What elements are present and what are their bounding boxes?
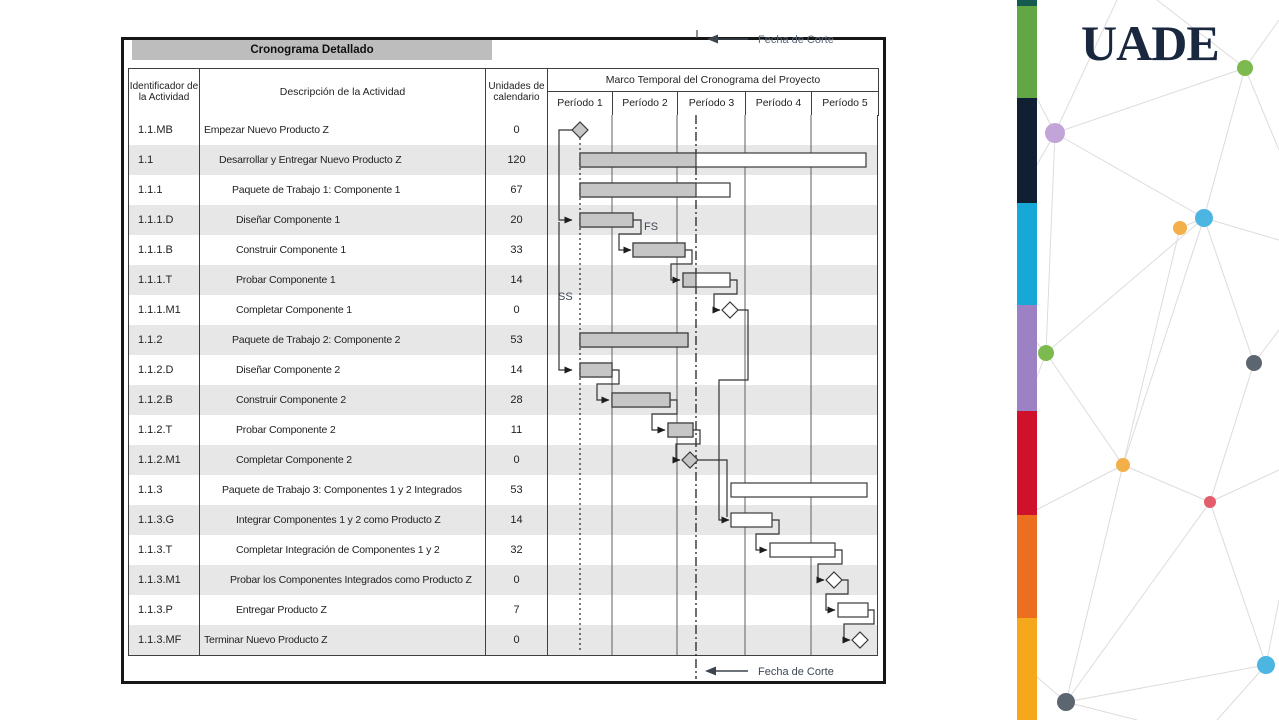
activity-chart-cell: [548, 415, 877, 445]
activity-chart-cell: [548, 265, 877, 295]
activity-units: 53: [486, 475, 548, 505]
activity-id: 1.1.2.D: [129, 355, 200, 385]
activity-units: 20: [486, 205, 548, 235]
uade-logo: UADE: [1081, 15, 1219, 71]
activity-chart-cell: [548, 625, 877, 655]
node-cyan: [1257, 656, 1275, 674]
network-graphic: [1017, 0, 1279, 720]
activity-units: 28: [486, 385, 548, 415]
activity-desc: Terminar Nuevo Producto Z: [200, 625, 486, 655]
activity-desc: Paquete de Trabajo 3: Componentes 1 y 2 Integrados: [200, 475, 486, 505]
col-header-period-3: Período 3: [677, 91, 746, 116]
ss-label: SS: [558, 291, 573, 303]
node-amber: [1173, 221, 1187, 235]
table-row: [129, 295, 877, 325]
stripe-green: [1017, 6, 1037, 98]
table-row: [129, 595, 877, 625]
activity-desc: Completar Componente 2: [200, 445, 486, 475]
table-row: [129, 535, 877, 565]
table-row: [129, 625, 877, 655]
activity-units: 11: [486, 415, 548, 445]
activity-desc: Completar Componente 1: [200, 295, 486, 325]
brand-color-stripe: [1017, 0, 1037, 720]
table-row: [129, 145, 877, 175]
table-row: [129, 115, 877, 145]
activity-units: 0: [486, 565, 548, 595]
table-row: [129, 565, 877, 595]
activity-table: [128, 115, 878, 656]
activity-id: 1.1.1: [129, 175, 200, 205]
activity-units: 33: [486, 235, 548, 265]
activity-id: 1.1.2: [129, 325, 200, 355]
table-row: [129, 445, 877, 475]
table-row: [129, 325, 877, 355]
node-amber: [1116, 458, 1130, 472]
activity-id: 1.1.3.MF: [129, 625, 200, 655]
activity-id: 1.1.3.M1: [129, 565, 200, 595]
activity-units: 0: [486, 445, 548, 475]
activity-desc: Paquete de Trabajo 2: Componente 2: [200, 325, 486, 355]
activity-units: 32: [486, 535, 548, 565]
stripe-red: [1017, 411, 1037, 515]
table-row: [129, 505, 877, 535]
activity-desc: Probar Componente 2: [200, 415, 486, 445]
activity-desc: Empezar Nuevo Producto Z: [200, 115, 486, 145]
col-header-desc: Descripción de la Actividad: [199, 68, 486, 116]
activity-id: 1.1.3.P: [129, 595, 200, 625]
activity-units: 7: [486, 595, 548, 625]
activity-id: 1.1.2.T: [129, 415, 200, 445]
activity-chart-cell: [548, 235, 877, 265]
activity-desc: Probar los Componentes Integrados como Producto Z: [200, 565, 486, 595]
col-header-period-5: Período 5: [811, 91, 879, 116]
activity-id: 1.1.3.T: [129, 535, 200, 565]
activity-chart-cell: [548, 595, 877, 625]
stripe-navy: [1017, 98, 1037, 203]
col-header-id: Identificador de la Actividad: [128, 68, 200, 116]
svg-text:Fecha de Corte: Fecha de Corte: [758, 666, 834, 678]
brand-panel: [1017, 0, 1279, 720]
network-nodes: [1038, 60, 1275, 711]
activity-chart-cell: [548, 145, 877, 175]
table-row: [129, 175, 877, 205]
activity-chart-cell: [548, 475, 877, 505]
activity-id: 1.1.1.B: [129, 235, 200, 265]
activity-units: 14: [486, 265, 548, 295]
activity-chart-cell: [548, 565, 877, 595]
node-cyan: [1195, 209, 1213, 227]
activity-desc: Construir Componente 2: [200, 385, 486, 415]
stripe-cyan: [1017, 203, 1037, 305]
table-row: [129, 265, 877, 295]
activity-chart-cell: [548, 535, 877, 565]
node-red: [1204, 496, 1216, 508]
col-header-units: Unidades de calendario: [485, 68, 548, 116]
activity-chart-cell: [548, 175, 877, 205]
activity-id: 1.1: [129, 145, 200, 175]
svg-text:Fecha de Corte: Fecha de Corte: [758, 34, 834, 46]
gantt-chart: [120, 30, 888, 690]
activity-units: 53: [486, 325, 548, 355]
activity-desc: Desarrollar y Entregar Nuevo Producto Z: [200, 145, 486, 175]
activity-units: 14: [486, 355, 548, 385]
activity-desc: Probar Componente 1: [200, 265, 486, 295]
activity-id: 1.1.2.B: [129, 385, 200, 415]
activity-chart-cell: [548, 445, 877, 475]
table-row: [129, 415, 877, 445]
activity-desc: Diseñar Componente 1: [200, 205, 486, 235]
activity-desc: Integrar Componentes 1 y 2 como Producto Z: [200, 505, 486, 535]
activity-chart-cell: [548, 355, 877, 385]
table-row: [129, 205, 877, 235]
fs-label: FS: [644, 221, 659, 233]
activity-desc: Diseñar Componente 2: [200, 355, 486, 385]
col-header-period-1: Período 1: [547, 91, 613, 116]
table-row: [129, 355, 877, 385]
node-green: [1038, 345, 1054, 361]
activity-units: 120: [486, 145, 548, 175]
stripe-teal: [1017, 0, 1037, 6]
node-green: [1237, 60, 1253, 76]
activity-id: 1.1.3.G: [129, 505, 200, 535]
col-header-period-4: Período 4: [745, 91, 812, 116]
network-edges: [1017, 0, 1279, 720]
chart-title: Cronograma Detallado: [132, 40, 492, 60]
table-row: [129, 235, 877, 265]
activity-units: 0: [486, 295, 548, 325]
activity-desc: Completar Integración de Componentes 1 y 2: [200, 535, 486, 565]
node-slate: [1246, 355, 1262, 371]
activity-chart-cell: [548, 385, 877, 415]
activity-id: 1.1.2.M1: [129, 445, 200, 475]
activity-chart-cell: [548, 325, 877, 355]
table-row: [129, 475, 877, 505]
activity-chart-cell: [548, 295, 877, 325]
activity-chart-cell: [548, 205, 877, 235]
table-row: [129, 385, 877, 415]
activity-chart-cell: [548, 115, 877, 145]
stripe-orange: [1017, 515, 1037, 618]
activity-id: 1.1.3: [129, 475, 200, 505]
col-header-timeframe: Marco Temporal del Cronograma del Proyecto: [547, 68, 879, 92]
activity-id: 1.1.1.M1: [129, 295, 200, 325]
activity-units: 67: [486, 175, 548, 205]
activity-desc: Entregar Producto Z: [200, 595, 486, 625]
node-lavender: [1045, 123, 1065, 143]
activity-desc: Paquete de Trabajo 1: Componente 1: [200, 175, 486, 205]
activity-units: 0: [486, 625, 548, 655]
activity-id: 1.1.MB: [129, 115, 200, 145]
activity-chart-cell: [548, 505, 877, 535]
activity-id: 1.1.1.D: [129, 205, 200, 235]
activity-units: 0: [486, 115, 548, 145]
activity-desc: Construir Componente 1: [200, 235, 486, 265]
col-header-period-2: Período 2: [612, 91, 678, 116]
activity-id: 1.1.1.T: [129, 265, 200, 295]
stripe-purple: [1017, 305, 1037, 411]
activity-units: 14: [486, 505, 548, 535]
node-slate: [1057, 693, 1075, 711]
stripe-amber: [1017, 618, 1037, 720]
